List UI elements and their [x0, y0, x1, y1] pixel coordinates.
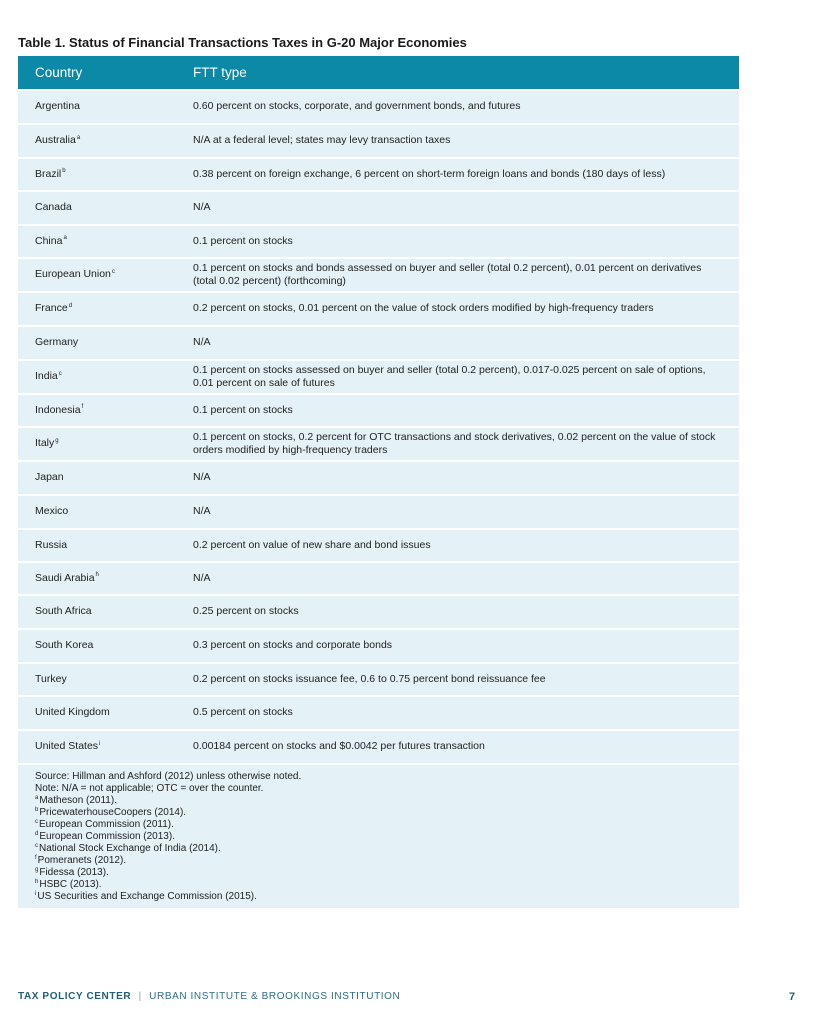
- footnote-text: US Securities and Exchange Commission (2015).: [37, 891, 257, 902]
- footnote-text: Matheson (2011).: [39, 795, 117, 806]
- country-cell: [18, 696, 193, 730]
- ftt-type-cell: 0.3 percent on stocks and corporate bonds: [193, 639, 393, 652]
- footer-separator: |: [138, 991, 142, 1002]
- table-row: [18, 124, 739, 158]
- table-row: [18, 360, 739, 394]
- country-name: Brazil: [35, 167, 62, 180]
- footnote-marker: a: [35, 794, 39, 801]
- ftt-type-cell: N/A: [193, 571, 211, 584]
- country-name: China: [35, 234, 63, 247]
- country-name: Indonesia: [35, 403, 81, 416]
- ftt-type-cell: 0.1 percent on stocks: [193, 234, 293, 247]
- table-row: [18, 529, 739, 562]
- footnote-text: Pomeranets (2012).: [37, 855, 127, 866]
- country-cell: [18, 495, 193, 529]
- table-row: [18, 730, 739, 763]
- table-row: [18, 562, 739, 595]
- country-cell: [18, 191, 193, 225]
- footnote-marker: i: [99, 740, 101, 747]
- country-cell: [18, 427, 193, 461]
- footnote-marker: f: [35, 854, 37, 861]
- table-row: [18, 158, 739, 191]
- ftt-type-cell: 0.2 percent on stocks issuance fee, 0.6 to 0.75 percent bond reissuance fee: [193, 672, 546, 685]
- country-name: France: [35, 302, 68, 315]
- country-cell: [18, 529, 193, 562]
- footnote-text: HSBC (2013).: [39, 879, 102, 890]
- footnote-marker: d: [35, 830, 39, 837]
- footnote-marker: d: [68, 302, 73, 309]
- page-footer: [18, 991, 400, 1002]
- footnote-reference: [35, 843, 722, 855]
- table-row: [18, 292, 739, 326]
- footnote-marker: a: [76, 134, 81, 141]
- footnote-reference: [35, 891, 722, 903]
- country-name: South Africa: [35, 605, 92, 618]
- country-cell: [18, 292, 193, 326]
- footnote-text: European Commission (2011).: [39, 819, 174, 830]
- footnote-marker: c: [35, 818, 38, 825]
- country-cell: [18, 326, 193, 360]
- ftt-type-cell: 0.38 percent on foreign exchange, 6 percent on short-term foreign loans and bonds (180 days of less): [193, 167, 666, 180]
- footnote-reference: [35, 795, 722, 807]
- footnote-text: European Commission (2013).: [39, 831, 175, 842]
- country-name: Russia: [35, 538, 68, 551]
- table-row: [18, 663, 739, 696]
- table-row: [18, 461, 739, 495]
- footnote-text: PricewaterhouseCoopers (2014).: [39, 807, 187, 818]
- country-name: United States: [35, 740, 99, 753]
- country-name: Germany: [35, 336, 79, 349]
- ftt-type-cell: 0.00184 percent on stocks and $0.0042 per futures transaction: [193, 740, 485, 753]
- country-name: Argentina: [35, 100, 80, 113]
- footnote-marker: f: [81, 404, 84, 411]
- ftt-type-cell: 0.1 percent on stocks, 0.2 percent for OTC transactions and stock derivatives, 0.02 percent on the value of stock orders modified by high-frequency traders: [193, 430, 716, 456]
- column-header-country: Country: [35, 65, 83, 80]
- ftt-type-cell: 0.25 percent on stocks: [193, 605, 299, 618]
- footnote-marker: c: [111, 268, 115, 275]
- table-row: [18, 629, 739, 663]
- table-body: [18, 90, 739, 763]
- table-row: [18, 90, 739, 124]
- footnote-marker: h: [35, 878, 39, 885]
- country-name: Turkey: [35, 672, 67, 685]
- footnote-text: National Stock Exchange of India (2014).: [39, 843, 221, 854]
- ftt-table-container: [18, 56, 739, 908]
- footnote-reference: [35, 807, 722, 819]
- abbreviation-note: Note: N/A = not applicable; OTC = over the counter.: [35, 783, 264, 794]
- country-cell: [18, 360, 193, 394]
- country-name: European Union: [35, 268, 111, 281]
- table-notes: [18, 763, 739, 908]
- country-cell: [18, 663, 193, 696]
- footer-brand: TAX POLICY CENTER: [18, 991, 132, 1002]
- country-cell: [18, 124, 193, 158]
- ftt-type-cell: N/A: [193, 471, 211, 484]
- country-name: Canada: [35, 201, 72, 214]
- ftt-table: [18, 56, 739, 763]
- table-row: [18, 427, 739, 461]
- ftt-type-cell: N/A: [193, 336, 211, 349]
- table-row: [18, 696, 739, 730]
- ftt-type-cell: 0.1 percent on stocks assessed on buyer and seller (total 0.2 percent), 0.017-0.025 percent on sale of options, 0.01 percent on sale of futures: [193, 363, 706, 389]
- country-cell: [18, 461, 193, 495]
- country-cell: [18, 629, 193, 663]
- ftt-type-cell: 0.1 percent on stocks and bonds assessed on buyer and seller (total 0.2 percent), 0.01 percent on derivatives (total 0.02 percent) (forthcoming): [193, 261, 702, 287]
- country-name: Japan: [35, 471, 64, 484]
- footnote-reference: [35, 831, 722, 843]
- ftt-type-cell: 0.60 percent on stocks, corporate, and government bonds, and futures: [193, 100, 521, 113]
- country-cell: [18, 730, 193, 763]
- column-header-ftt-type: FTT type: [193, 65, 247, 80]
- table-row: [18, 191, 739, 225]
- footnote-reference: [35, 819, 722, 831]
- table-row: [18, 595, 739, 629]
- ftt-type-cell: N/A: [193, 505, 211, 518]
- country-cell: [18, 595, 193, 629]
- country-name: Italy: [35, 437, 55, 450]
- country-name: Australia: [35, 134, 76, 147]
- footnote-marker: b: [35, 806, 39, 813]
- footnote-marker: h: [95, 572, 99, 579]
- footer-organization: URBAN INSTITUTE & BROOKINGS INSTITUTION: [149, 991, 401, 1002]
- footnote-marker: a: [63, 235, 67, 242]
- footnote-marker: g: [35, 866, 39, 873]
- source-note: Source: Hillman and Ashford (2012) unless otherwise noted.: [35, 771, 302, 782]
- table-header-row: [18, 56, 739, 90]
- country-cell: [18, 158, 193, 191]
- table-row: [18, 258, 739, 292]
- table-row: [18, 225, 739, 258]
- country-name: Mexico: [35, 505, 69, 518]
- footnote-marker: i: [35, 890, 37, 897]
- footnote-marker: g: [55, 437, 59, 444]
- page-number: 7: [789, 991, 796, 1003]
- ftt-type-cell: N/A: [193, 201, 211, 214]
- footnote-marker: c: [58, 370, 62, 377]
- ftt-type-cell: N/A at a federal level; states may levy transaction taxes: [193, 134, 451, 147]
- table-row: [18, 326, 739, 360]
- ftt-type-cell: 0.2 percent on stocks, 0.01 percent on the value of stock orders modified by high-frequency traders: [193, 302, 654, 315]
- country-cell: [18, 394, 193, 427]
- table-row: [18, 495, 739, 529]
- country-cell: [18, 562, 193, 595]
- country-name: Saudi Arabia: [35, 571, 95, 584]
- country-name: United Kingdom: [35, 706, 110, 719]
- ftt-type-cell: 0.5 percent on stocks: [193, 706, 293, 719]
- table-row: [18, 394, 739, 427]
- ftt-type-cell: 0.2 percent on value of new share and bond issues: [193, 538, 431, 551]
- country-cell: [18, 258, 193, 292]
- ftt-type-cell: 0.1 percent on stocks: [193, 403, 293, 416]
- footnote-reference: [35, 867, 722, 879]
- footnote-marker: c: [35, 842, 38, 849]
- footnote-reference: [35, 879, 722, 891]
- table-title: Table 1. Status of Financial Transactions Taxes in G-20 Major Economies: [18, 35, 467, 50]
- footnote-text: Fidessa (2013).: [39, 867, 109, 878]
- country-cell: [18, 90, 193, 124]
- footnote-marker: b: [62, 168, 66, 175]
- footnote-reference: [35, 855, 722, 867]
- country-name: India: [35, 370, 58, 383]
- country-name: South Korea: [35, 639, 94, 652]
- country-cell: [18, 225, 193, 258]
